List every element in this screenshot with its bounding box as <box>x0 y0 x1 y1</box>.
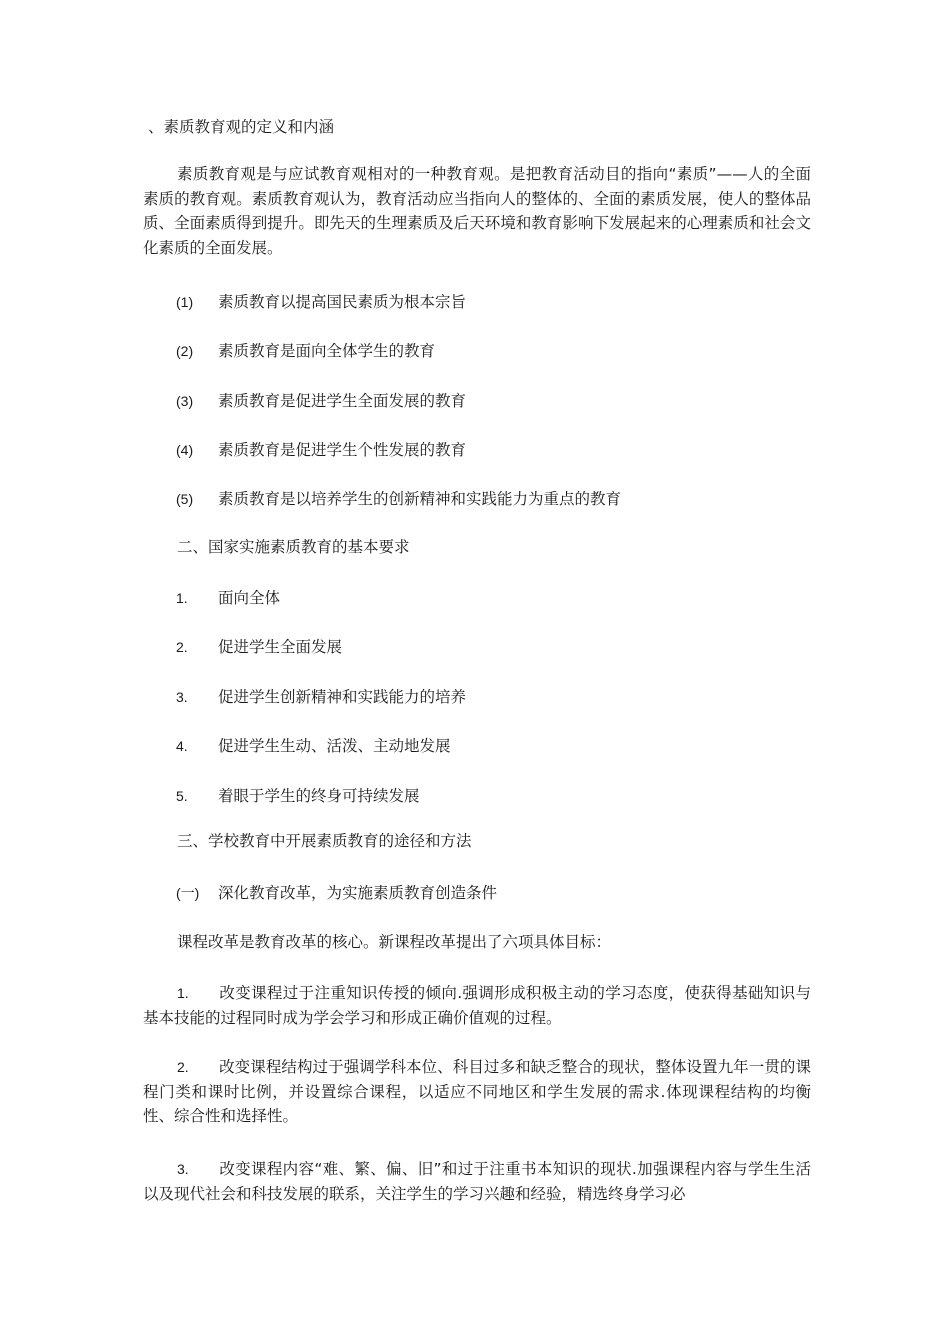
section1-heading: 、素质教育观的定义和内涵 <box>148 118 335 136</box>
list-item-text: 素质教育是促进学生个性发展的教育 <box>218 441 467 459</box>
goal-text: 改变课程内容“难、繁、偏、旧”和过于注重书本知识的现状.加强课程内容与学生生活以及现代社会和科技发展的联系，关注学生的学习兴趣和经验，精选终身学习必 <box>143 1160 811 1203</box>
goal-item <box>143 981 811 1030</box>
list-item-number: 1. <box>176 590 188 606</box>
list-item-text: 面向全体 <box>218 589 281 607</box>
section3-subheading <box>176 882 497 904</box>
section3-intro: 课程改革是教育改革的核心。新课程改革提出了六项具体目标： <box>177 933 612 951</box>
list-item-text: 素质教育是以培养学生的创新精神和实践能力为重点的教育 <box>218 490 622 508</box>
list-item-text: 素质教育是促进学生全面发展的教育 <box>218 392 467 410</box>
list-item <box>176 785 420 807</box>
list-item <box>176 439 466 461</box>
list-item-text: 着眼于学生的终身可持续发展 <box>218 787 420 805</box>
list-item <box>176 686 466 708</box>
list-item <box>176 340 435 362</box>
list-item-number: 4. <box>176 738 188 754</box>
list-item <box>176 636 342 658</box>
list-item-number: (2) <box>176 343 194 359</box>
section3-heading: 三、学校教育中开展素质教育的途径和方法 <box>177 832 472 850</box>
goal-number: 3. <box>177 1161 189 1177</box>
list-item-text: 素质教育以提高国民素质为根本宗旨 <box>218 293 467 311</box>
list-item-number: 5. <box>176 788 188 804</box>
list-item-number: (5) <box>176 491 194 507</box>
list-item <box>176 291 466 313</box>
list-item-number: 2. <box>176 639 188 655</box>
list-item-text: 促进学生全面发展 <box>218 638 343 656</box>
list-item-text: 促进学生创新精神和实践能力的培养 <box>218 688 467 706</box>
list-item <box>176 390 466 412</box>
list-item <box>176 488 621 510</box>
list-item-number: (1) <box>176 294 194 310</box>
list-item-number: 3. <box>176 689 188 705</box>
list-item-text: 素质教育是面向全体学生的教育 <box>218 342 436 360</box>
list-item-number: (3) <box>176 393 194 409</box>
section1-paragraph: 素质教育观是与应试教育观相对的一种教育观。是把教育活动目的指向“素质”——人的全面素质的教育观。素质教育观认为，教育活动应当指向人的整体的、全面的素质发展，使人的整体品质、全面素质得到提升。即先天的生理素质及后天环境和教育影响下发展起来的心理素质和社会文化素质的全面发展。 <box>143 165 811 257</box>
list-item-text: 促进学生生动、活泼、主动地发展 <box>218 737 451 755</box>
goal-number: 2. <box>177 1059 189 1075</box>
goal-item <box>143 1055 811 1129</box>
goal-item <box>143 1157 811 1206</box>
list-item-number: (4) <box>176 442 194 458</box>
list-item <box>176 587 280 609</box>
subheading-number: (一) <box>176 885 200 901</box>
subheading-text: 深化教育改革，为实施素质教育创造条件 <box>218 884 498 902</box>
list-item <box>176 735 451 757</box>
goal-text: 改变课程过于注重知识传授的倾向.强调形成积极主动的学习态度，使获得基础知识与基本技能的过程同时成为学会学习和形成正确价值观的过程。 <box>143 984 811 1027</box>
section2-heading: 二、国家实施素质教育的基本要求 <box>177 538 410 556</box>
goal-number: 1. <box>177 985 189 1001</box>
goal-text: 改变课程结构过于强调学科本位、科目过多和缺乏整合的现状，整体设置九年一贯的课程门类和课时比例，并设置综合课程，以适应不同地区和学生发展的需求.体现课程结构的均衡性、综合性和选择性。 <box>143 1058 811 1125</box>
